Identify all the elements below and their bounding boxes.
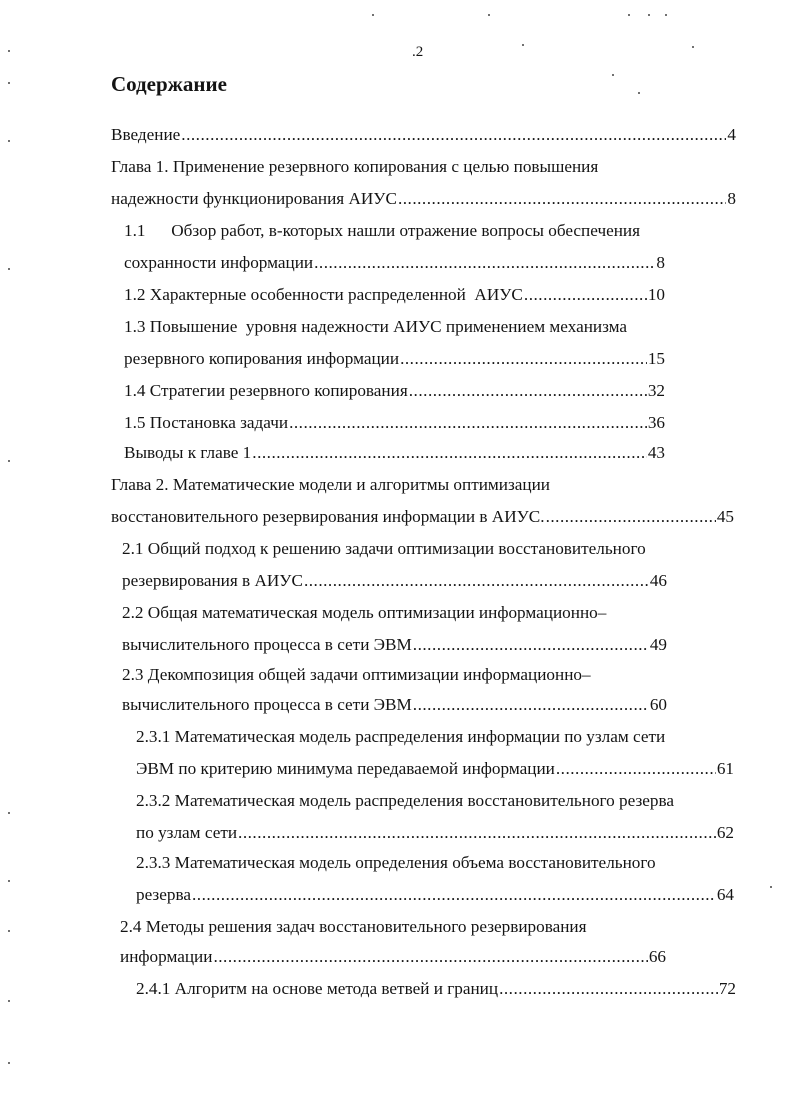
- leader-dots: [499, 978, 718, 1000]
- scan-speck: [770, 886, 772, 888]
- toc-entry-text: вычислительного процесса в сети ЭВМ: [122, 695, 412, 714]
- scan-speck: [522, 44, 524, 46]
- toc-entry-text: резерва: [136, 885, 191, 904]
- scan-speck: [648, 14, 650, 16]
- leader-dots: [213, 946, 647, 968]
- toc-entry-text: 1.3 Повышение уровня надежности АИУС применением механизма: [124, 317, 628, 336]
- toc-entry-2-3-1-line-2: [136, 758, 734, 780]
- page-number: .2: [412, 44, 424, 60]
- leader-dots: [314, 252, 655, 274]
- toc-entry-text: надежности функционирования АИУС: [111, 189, 397, 208]
- scan-speck: [692, 46, 694, 48]
- leader-dots: [238, 822, 716, 844]
- scan-speck: [8, 930, 10, 932]
- leader-dots: [252, 442, 647, 464]
- scan-speck: [628, 14, 630, 16]
- toc-entry-text: 2.3.1 Математическая модель распределения информации по узлам сети: [136, 727, 666, 746]
- toc-entry-text: информации: [120, 947, 213, 966]
- leader-dots: [546, 506, 716, 528]
- toc-entry-chapter-2-line-1: [111, 474, 550, 496]
- toc-entry-page: 36: [647, 413, 665, 432]
- toc-entry-2-3-line-1: [122, 664, 591, 686]
- toc-entry-chapter-1-line-1: [111, 156, 598, 178]
- toc-entry-1-2: [124, 284, 665, 306]
- scan-speck: [488, 14, 490, 16]
- toc-entry-text: Введение: [111, 125, 181, 144]
- page-title: Содержание: [111, 72, 227, 96]
- scan-speck: [8, 1000, 10, 1002]
- toc-entry-2-3-1-line-1: [136, 726, 665, 748]
- toc-entry-text: 1.4 Стратегии резервного копирования: [124, 381, 408, 400]
- toc-entry-text: резервирования в АИУС: [122, 571, 303, 590]
- toc-entry-introduction: [111, 124, 736, 146]
- toc-entry-chapter-1-conclusions: [124, 442, 665, 464]
- leader-dots: [524, 284, 647, 306]
- toc-entry-text: 2.4.1 Алгоритм на основе метода ветвей и границ: [136, 979, 499, 998]
- scan-speck: [8, 460, 10, 462]
- leader-dots: [400, 348, 647, 370]
- scan-speck: [638, 92, 640, 94]
- leader-dots: [409, 380, 647, 402]
- toc-entry-page: 61: [716, 759, 734, 778]
- toc-entry-text: Глава 2. Математические модели и алгоритмы оптимизации: [111, 475, 551, 494]
- toc-entry-text: 2.3.3 Математическая модель определения объема восстановительного: [136, 853, 656, 872]
- toc-entry-2-1-line-1: [122, 538, 646, 560]
- toc-entry-page: 62: [716, 823, 734, 842]
- toc-entry-1-4: [124, 380, 665, 402]
- scan-speck: [8, 82, 10, 84]
- scan-speck: [665, 14, 667, 16]
- toc-entry-page: 8: [727, 189, 736, 208]
- toc-entry-text: 1.5 Постановка задачи: [124, 413, 289, 432]
- toc-entry-text: 2.2 Общая математическая модель оптимизации информационно–: [122, 603, 607, 622]
- leader-dots: [289, 412, 647, 434]
- leader-dots: [181, 124, 726, 146]
- toc-entry-text: ЭВМ по критерию минимума передаваемой информации: [136, 759, 555, 778]
- scan-speck: [372, 14, 374, 16]
- leader-dots: [398, 188, 726, 210]
- toc-entry-1-1-line-2: [124, 252, 665, 274]
- toc-entry-2-4-1: [136, 978, 736, 1000]
- scan-speck: [612, 74, 614, 76]
- toc-entry-2-4-line-1: [120, 916, 587, 938]
- toc-entry-text: 2.3 Декомпозиция общей задачи оптимизации информационно–: [122, 665, 591, 684]
- leader-dots: [192, 884, 716, 906]
- toc-entry-text: сохранности информации: [124, 253, 314, 272]
- toc-entry-page: 66: [648, 947, 666, 966]
- toc-entry-text: Глава 1. Применение резервного копирования с целью повышения: [111, 157, 599, 176]
- leader-dots: [413, 694, 649, 716]
- toc-entry-text: 2.3.2 Математическая модель распределения восстановительного резерва: [136, 791, 675, 810]
- toc-entry-chapter-1-line-2: [111, 188, 736, 210]
- toc-entry-1-5: [124, 412, 665, 434]
- leader-dots: [304, 570, 649, 592]
- toc-entry-text: Выводы к главе 1: [124, 443, 252, 462]
- toc-entry-1-1-line-1: [124, 220, 640, 242]
- toc-entry-text: резервного копирования информации: [124, 349, 400, 368]
- toc-entry-page: 43: [647, 443, 665, 462]
- scan-speck: [8, 50, 10, 52]
- leader-dots: [556, 758, 716, 780]
- toc-entry-text: по узлам сети: [136, 823, 238, 842]
- toc-entry-page: 15: [647, 349, 665, 368]
- toc-entry-page: 32: [647, 381, 665, 400]
- toc-entry-text: 2.1 Общий подход к решению задачи оптимизации восстановительного: [122, 539, 646, 558]
- toc-entry-1-3-line-2: [124, 348, 665, 370]
- scan-speck: [8, 1062, 10, 1064]
- toc-entry-page: 46: [649, 571, 667, 590]
- toc-entry-2-3-3-line-1: [136, 852, 656, 874]
- toc-entry-page: 72: [718, 979, 736, 998]
- toc-entry-text: 2.4 Методы решения задач восстановительного резервирования: [120, 917, 587, 936]
- toc-entry-2-2-line-2: [122, 634, 667, 656]
- toc-entry-text: вычислительного процесса в сети ЭВМ: [122, 635, 412, 654]
- toc-entry-page: 64: [716, 885, 734, 904]
- toc-entry-2-3-3-line-2: [136, 884, 734, 906]
- toc-entry-1-3-line-1: [124, 316, 627, 338]
- scan-speck: [8, 812, 10, 814]
- toc-entry-page: 60: [649, 695, 667, 714]
- toc-entry-page: 8: [656, 253, 665, 272]
- toc-entry-page: 4: [727, 125, 736, 144]
- scan-speck: [8, 880, 10, 882]
- leader-dots: [413, 634, 649, 656]
- scan-speck: [8, 268, 10, 270]
- toc-entry-text: 1.2 Характерные особенности распределенной АИУС: [124, 285, 523, 304]
- toc-entry-page: 10: [647, 285, 665, 304]
- toc-entry-chapter-2-line-2: [111, 506, 734, 528]
- toc-entry-2-1-line-2: [122, 570, 667, 592]
- toc-entry-text: восстановительного резервирования информации в АИУС.: [111, 507, 545, 526]
- toc-entry-page: 49: [649, 635, 667, 654]
- scan-speck: [8, 140, 10, 142]
- toc-entry-2-3-2-line-1: [136, 790, 674, 812]
- toc-entry-2-3-2-line-2: [136, 822, 734, 844]
- toc-entry-text: 1.1 Обзор работ, в-которых нашли отражение вопросы обеспечения: [124, 221, 641, 240]
- toc-entry-2-2-line-1: [122, 602, 606, 624]
- toc-entry-2-4-line-2: [120, 946, 666, 968]
- toc-entry-2-3-line-2: [122, 694, 667, 716]
- toc-entry-page: 45: [716, 507, 734, 526]
